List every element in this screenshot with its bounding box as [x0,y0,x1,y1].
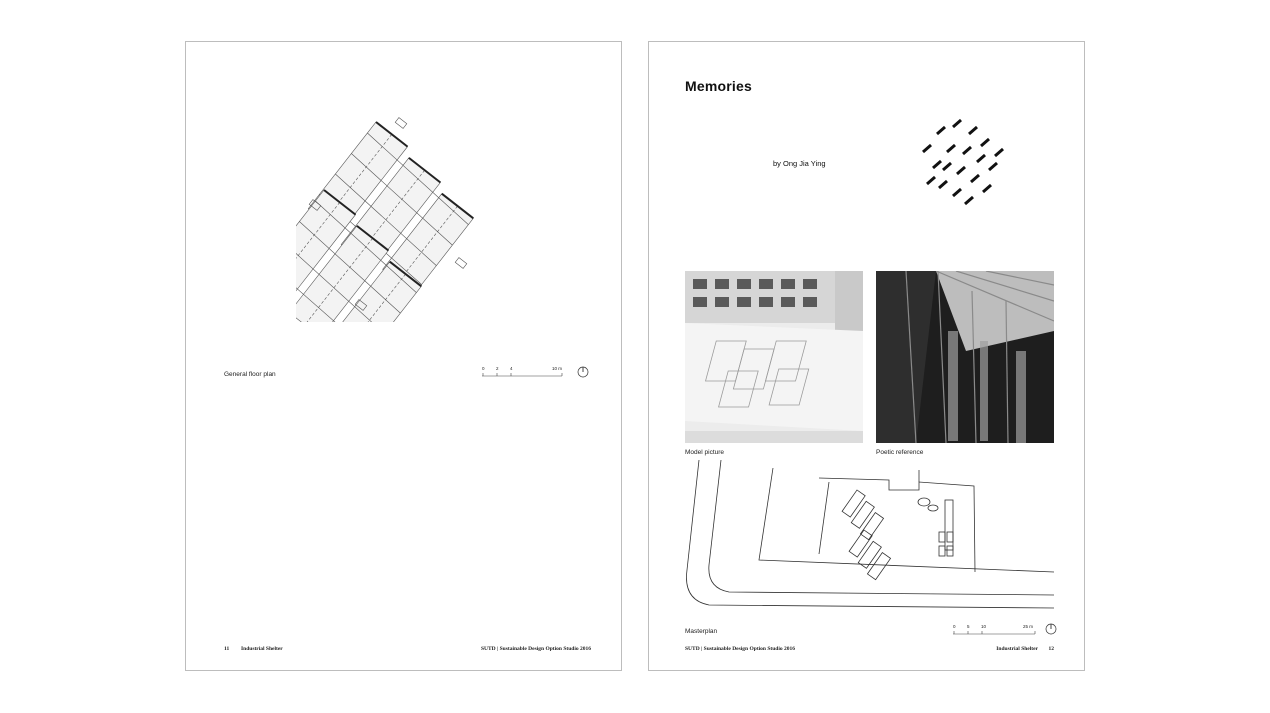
author-byline: by Ong Jia Ying [773,159,826,168]
left-page [185,41,622,671]
scale-label: 4 [510,366,513,371]
model-picture-caption: Model picture [685,449,725,456]
publication-right: SUTD | Sustainable Design Option Studio 2016 [685,646,796,652]
scale-label: 5 [967,624,970,629]
poetic-reference-caption: Poetic reference [876,449,924,456]
model-picture [685,271,863,443]
scale-bar [953,624,1039,638]
general-floor-plan-drawing [296,112,516,322]
scale-bar [482,366,566,380]
scale-label: 2 [496,366,499,371]
page-number-left: 11 [224,646,230,652]
page-number-right: 12 [1048,646,1054,652]
publication-left: SUTD | Sustainable Design Option Studio 2016 [480,646,591,652]
page-title: Memories [685,78,752,94]
scale-label: 10 m [552,366,563,371]
scale-label: 0 [482,366,485,371]
masterplan-caption: Masterplan [685,628,718,635]
scale-label: 10 [981,624,987,629]
masterplan-drawing [679,460,1059,620]
running-title-right: Industrial Shelter [996,646,1038,652]
dash-pattern-logo [919,112,1015,208]
right-page [648,41,1085,671]
poetic-reference-picture [876,271,1054,443]
north-arrow-icon [1045,623,1057,635]
scale-label: 0 [953,624,956,629]
running-title-left: Industrial Shelter [241,646,283,652]
north-arrow-icon [577,366,589,378]
scale-label: 25 m [1023,624,1034,629]
floor-plan-caption: General floor plan [224,371,276,378]
